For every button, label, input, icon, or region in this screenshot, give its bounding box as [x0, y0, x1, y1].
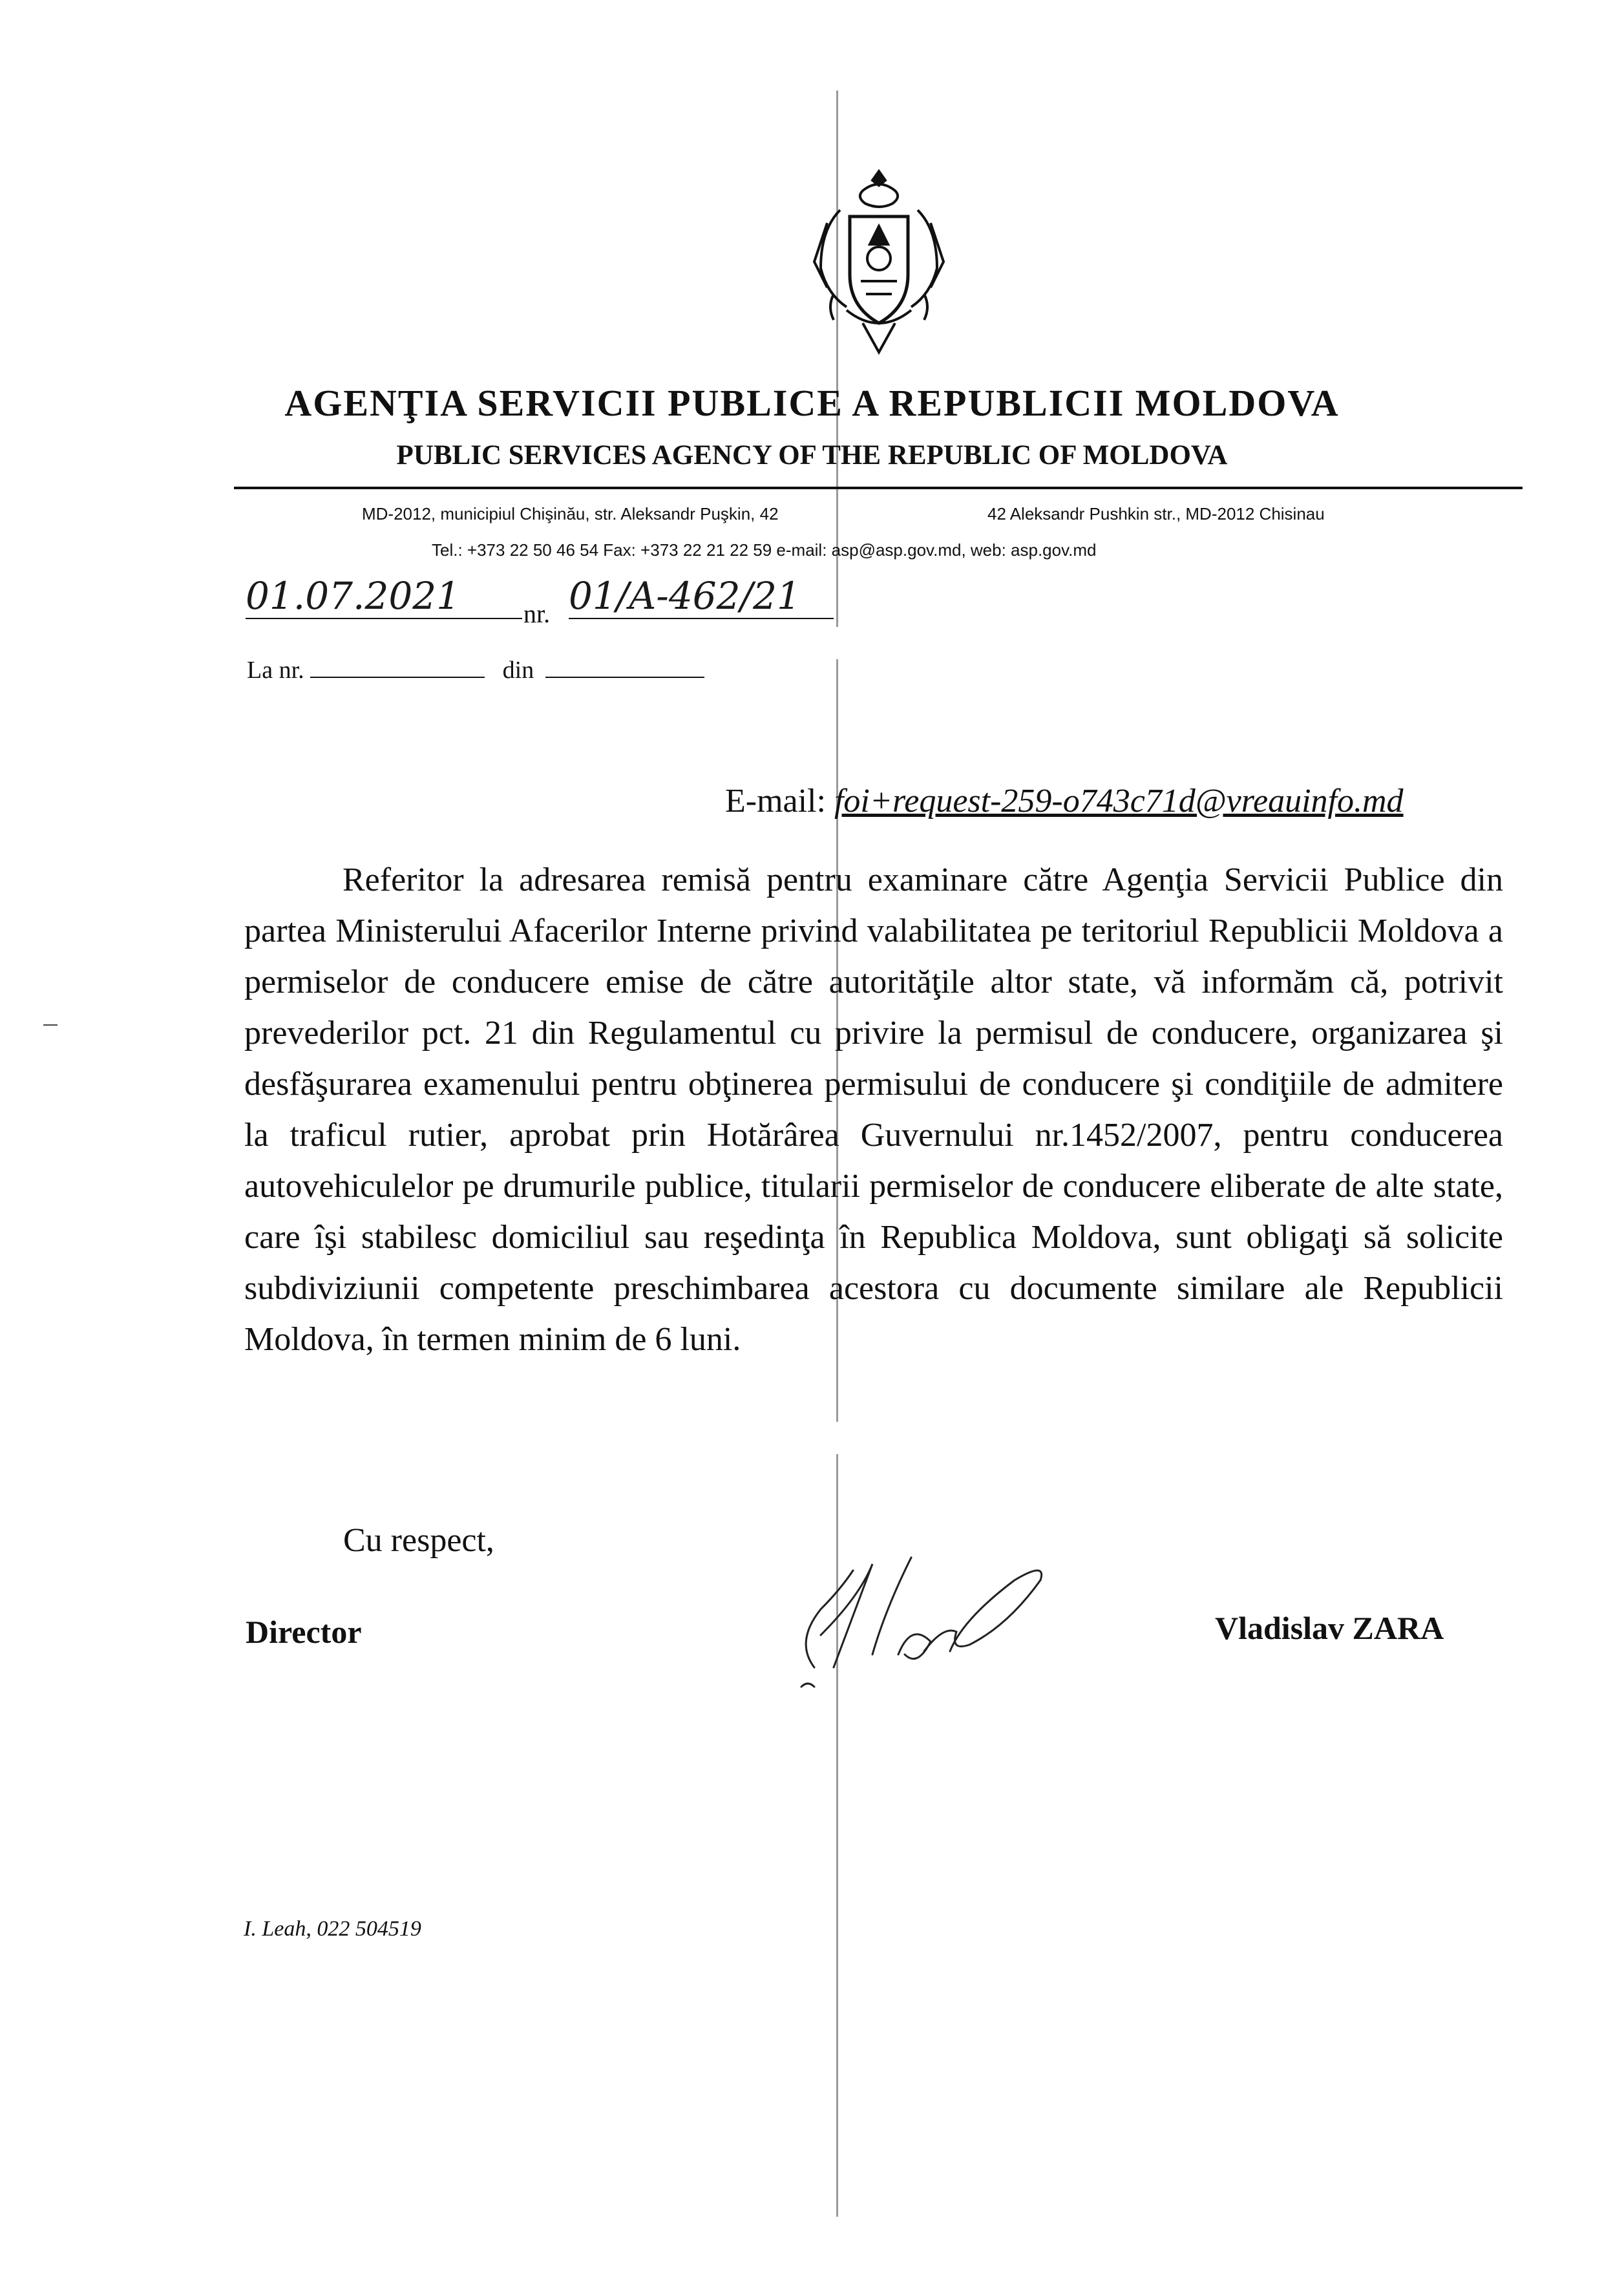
la-nr-label: La nr. — [247, 657, 304, 684]
signatory-title: Director — [246, 1614, 362, 1650]
din-label: din — [502, 657, 534, 684]
address-english: 42 Aleksandr Pushkin str., MD-2012 Chisinau — [987, 504, 1325, 523]
recipient-email: foi+request-259-o743c71d@vreauinfo.md — [834, 783, 1404, 819]
coat-of-arms-emblem — [801, 165, 956, 362]
agency-name-english: PUBLIC SERVICES AGENCY OF THE REPUBLIC OF MOLDOVA — [396, 440, 1228, 470]
signatory-name: Vladislav ZARA — [1215, 1610, 1444, 1646]
registration-date: 01.07.2021 — [246, 574, 522, 619]
reference-line — [247, 656, 704, 684]
handwritten-signature — [775, 1538, 1060, 1693]
closing-phrase: Cu respect, — [343, 1522, 494, 1559]
scan-mark — [43, 1024, 58, 1026]
agency-name-romanian: AGENŢIA SERVICII PUBLICE A REPUBLICII MOLDOVA — [284, 382, 1340, 424]
letter-body: Referitor la adresarea remisă pentru examinare către Agenţia Servicii Publice din partea Ministerului Afacerilor Interne privind valabilitatea pe teritoriul Republicii Moldova a permiselor de conducere emise de către autorităţile altor state, vă informăm că, potrivit prevederilor pct. 21 din Regulamentul cu privire la permisul de conducere, organizarea şi desfăşurarea examenului pentru obţinerea permisului de conducere şi condiţiile de admitere la traficul rutier, aprobat prin Hotărârea Guvernului nr.1452/2007, pentru conducerea autovehiculelor pe drumurile publice, titularii permiselor de conducere eliberate de alte state, care îşi stabilesc domiciliul sau reşedinţa în Republica Moldova, sunt obligaţi să solicite subdiviziunii competente preschimbarea acestora cu documente similare ale Republicii Moldova, în termen minim de 6 luni. — [244, 861, 1503, 1358]
address-romanian: MD-2012, municipiul Chişinău, str. Aleksandr Puşkin, 42 — [362, 504, 779, 523]
recipient-email-line — [725, 782, 1404, 820]
email-label: E-mail: — [725, 783, 826, 819]
registration-number: 01/A-462/21 — [569, 574, 834, 619]
din-blank — [545, 657, 704, 678]
registration-nr-label: nr. — [523, 599, 551, 628]
executor-contact: I. Leah, 022 504519 — [244, 1917, 421, 1941]
header-divider — [234, 487, 1523, 489]
contact-info: Tel.: +373 22 50 46 54 Fax: +373 22 21 22 59 e-mail: asp@asp.gov.md, web: asp.gov.md — [432, 540, 1097, 560]
la-nr-blank — [310, 657, 485, 678]
